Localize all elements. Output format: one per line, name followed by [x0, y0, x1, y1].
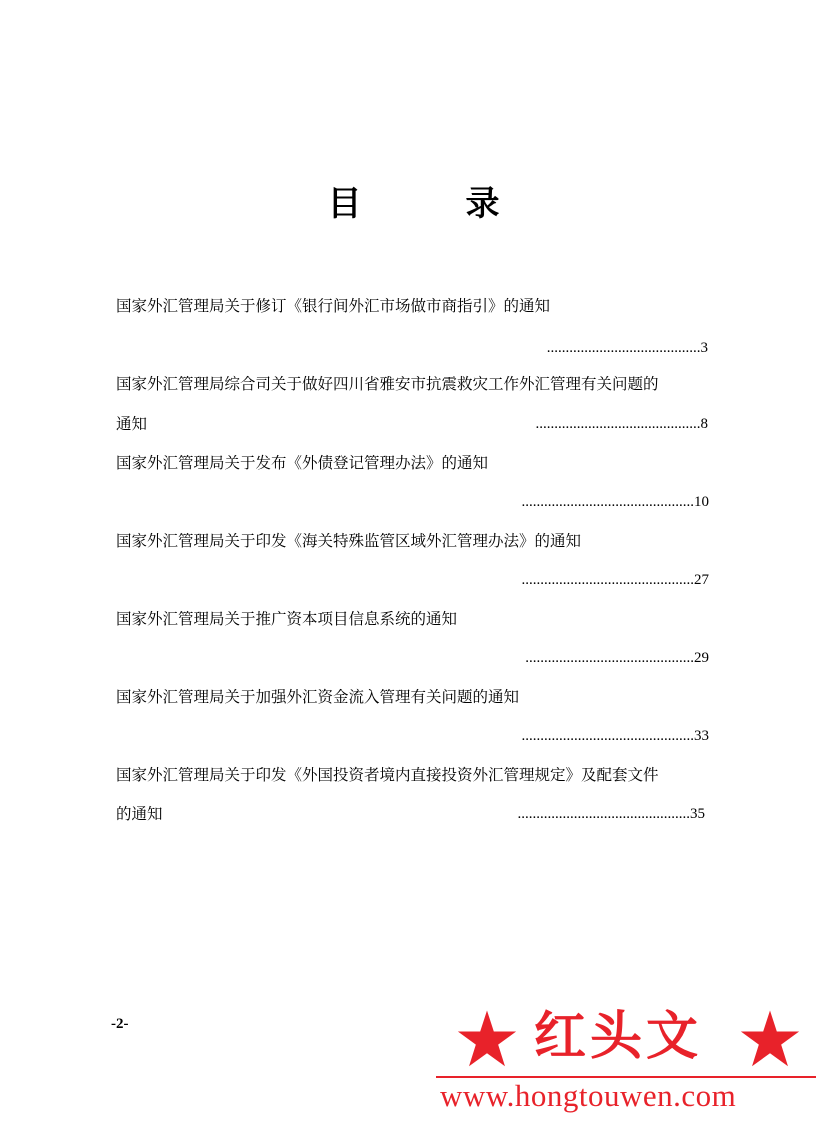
toc-item-title: 国家外汇管理局关于印发《外国投资者境内直接投资外汇管理规定》及配套文件 — [116, 766, 659, 784]
toc-dot-leader — [522, 570, 710, 590]
toc-item-title: 国家外汇管理局关于加强外汇资金流入管理有关问题的通知 — [116, 688, 520, 706]
star-icon — [456, 1008, 518, 1070]
title-char-1: 目 — [327, 184, 362, 224]
toc-page-number: 3 — [700, 340, 708, 356]
dot-leader: ............................................ — [535, 416, 701, 432]
toc-item-title: 国家外汇管理局关于推广资本项目信息系统的通知 — [116, 610, 458, 628]
dot-leader: .............................................. — [521, 728, 694, 744]
toc-item-title: 国家外汇管理局关于修订《银行间外汇市场做市商指引》的通知 — [116, 297, 551, 315]
dot-leader: .............................................. — [521, 494, 694, 510]
watermark-title: 红头文 — [534, 1006, 703, 1067]
dot-leader: .............................................. — [521, 572, 694, 588]
watermark-logo — [436, 1002, 816, 1114]
page-number: -2- — [111, 1016, 129, 1032]
toc-page-number: 27 — [694, 572, 709, 588]
star-icon — [739, 1008, 801, 1070]
toc-dot-leader — [547, 338, 708, 358]
toc-dot-leader — [522, 726, 710, 746]
toc-dot-leader — [522, 492, 710, 512]
toc-dot-leader — [536, 414, 709, 434]
dot-leader: ............................................. — [525, 650, 694, 666]
dot-leader: ......................................... — [546, 340, 701, 356]
toc-item-title: 国家外汇管理局关于印发《海关特殊监管区域外汇管理办法》的通知 — [116, 532, 582, 550]
toc-page-number: 8 — [700, 416, 708, 432]
toc-page-number: 35 — [690, 806, 705, 822]
toc-page-number: 29 — [694, 650, 709, 666]
title-char-2: 录 — [465, 184, 500, 224]
toc-page-number: 33 — [694, 728, 709, 744]
toc-item-title: 国家外汇管理局关于发布《外债登记管理办法》的通知 — [116, 454, 489, 472]
watermark-url: www.hongtouwen.com — [440, 1078, 737, 1113]
toc-page-number: 10 — [694, 494, 709, 510]
watermark-banner — [436, 1002, 816, 1072]
toc-item-title: 国家外汇管理局综合司关于做好四川省雅安市抗震救灾工作外汇管理有关问题的 — [116, 375, 659, 393]
toc-item-title: 通知 — [116, 415, 148, 433]
toc-dot-leader — [518, 804, 706, 824]
toc-item-title: 的通知 — [116, 805, 163, 823]
dot-leader: .............................................. — [517, 806, 690, 822]
toc-dot-leader — [525, 648, 709, 668]
